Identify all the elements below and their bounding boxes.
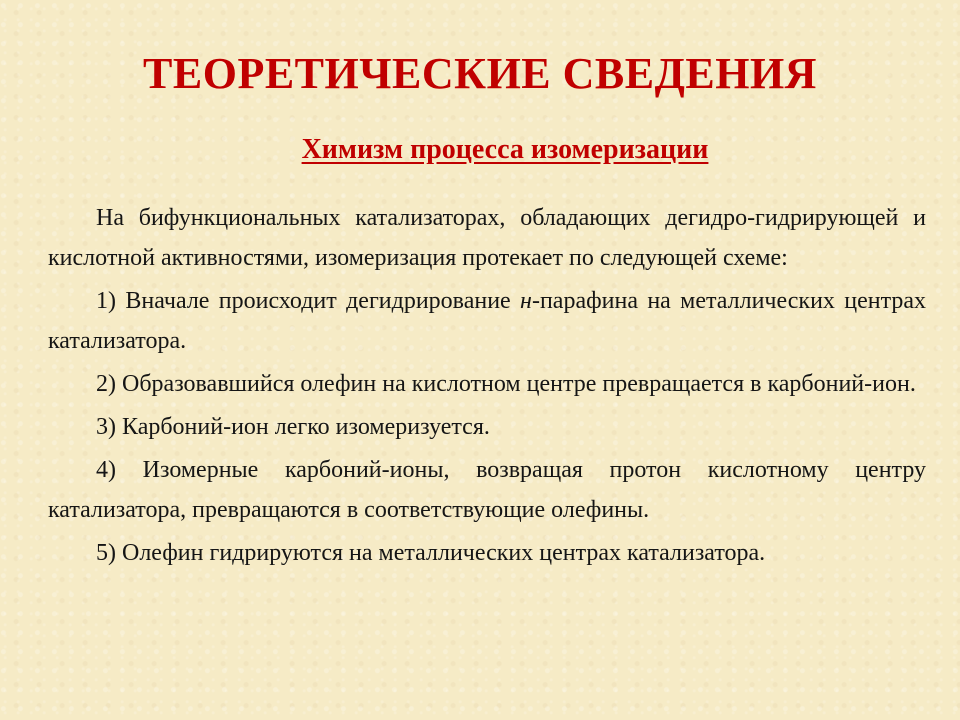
step-2 [48, 364, 926, 404]
step-1-number: 1) [96, 288, 116, 314]
slide-subtitle: Химизм процесса изомеризации [301, 134, 709, 165]
step-5-text: Олефин гидрируются на металлических центрах катализатора. [122, 540, 766, 566]
step-1-italic: н [520, 288, 532, 314]
step-3-text: Карбоний-ион легко изомеризуется. [122, 414, 490, 440]
intro-paragraph: На бифункциональных катализаторах, обладающих дегидро-гидрирующей и кислотной активностями, изомеризация протекает по следующей схеме: [48, 205, 926, 271]
slide-body [48, 198, 926, 576]
step-1 [48, 281, 926, 361]
step-4-number: 4) [96, 457, 116, 483]
step-4 [48, 450, 926, 530]
step-2-text: Образовавшийся олефин на кислотном центре превращается в карбоний-ион. [122, 371, 916, 397]
step-5 [48, 533, 926, 573]
step-3-number: 3) [96, 414, 116, 440]
step-2-number: 2) [96, 371, 116, 397]
slide-title: ТЕОРЕТИЧЕСКИЕ СВЕДЕНИЯ [143, 49, 817, 98]
step-1-text-before: Вначале происходит дегидрирование [125, 288, 511, 314]
step-5-number: 5) [96, 540, 116, 566]
step-4-text: Изомерные карбоний-ионы, возвращая протон кислотному центру катализатора, превращаются в соответствующие олефины. [48, 457, 927, 523]
step-3 [48, 407, 926, 447]
step-1-text-after: -парафина на металлических центрах катализатора. [48, 288, 927, 354]
